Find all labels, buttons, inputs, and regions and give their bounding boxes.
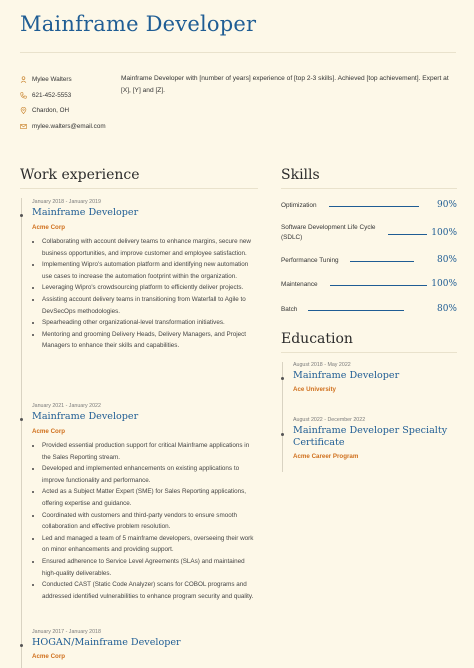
work-bullet: • Led and managed a team of 5 mainframe developers, overseeing their work on minor enhancements and providing support. (42, 533, 257, 556)
work-bullets (32, 236, 257, 352)
work-date: January 2021 - January 2022 (32, 403, 101, 409)
skill-value: 80% (436, 304, 457, 314)
skill-item (281, 303, 457, 317)
education-school: Ace University (293, 386, 336, 393)
work-bullet: • Developed and implemented enhancements on existing applications to improve functionality and performance. (42, 463, 257, 486)
education-date: August 2022 - December 2022 (293, 417, 366, 423)
skill-item (281, 223, 457, 245)
contact-location: Chardon, OH (32, 107, 70, 115)
skill-item (281, 254, 457, 268)
skill-bar (388, 234, 427, 235)
work-bullet: • Spearheading other organizational-level transformation initiatives. (42, 317, 257, 329)
skill-bar (329, 206, 419, 207)
timeline-dot (281, 433, 284, 436)
skills-divider (281, 188, 457, 189)
header-divider (20, 52, 456, 53)
person-icon (20, 76, 32, 83)
education-heading: Education (281, 331, 353, 347)
work-bullet: • Provided essential production support for critical Mainframe applications in the Sales Reporting stream. (42, 440, 257, 463)
work-title: Mainframe Developer (32, 207, 139, 218)
work-title: HOGAN/Mainframe Developer (32, 637, 181, 648)
skill-item (281, 278, 457, 292)
work-company: Acme Corp (32, 653, 66, 660)
work-title: Mainframe Developer (32, 411, 139, 422)
page-title: Mainframe Developer (20, 12, 257, 36)
skill-name: Software Development Life Cycle (SDLC) (281, 224, 376, 241)
timeline-dot (281, 377, 284, 380)
skill-value: 90% (436, 200, 457, 210)
skill-bar (330, 285, 427, 286)
work-experience-heading: Work experience (20, 167, 140, 183)
timeline-dot (20, 214, 23, 217)
contact-phone-row (20, 88, 120, 104)
skill-name: Maintenance (281, 281, 318, 288)
contact-block (20, 72, 120, 134)
contact-name-row (20, 72, 120, 88)
skill-name: Performance Tuning (281, 257, 339, 264)
skill-value: 100% (431, 279, 457, 289)
work-date: January 2017 - January 2018 (32, 629, 101, 635)
work-bullet: • Collaborating with account delivery teams to enhance margins, secure new business opportunities, and improve customer and employee satisfaction. (42, 236, 257, 259)
work-item (32, 199, 257, 352)
work-bullet: • Mentoring and grooming Delivery Heads, Delivery Managers, and Project Managers to enhance their skills and capabilities. (42, 329, 257, 352)
contact-phone[interactable]: 621-452-5553 (32, 91, 72, 99)
work-experience-divider (20, 188, 258, 189)
contact-email[interactable]: mylee.walters@email.com (32, 122, 106, 130)
skill-value: 80% (436, 255, 457, 265)
timeline-dot (20, 644, 23, 647)
work-company: Acme Corp (32, 224, 66, 231)
work-item (32, 403, 257, 602)
work-date: January 2018 - January 2019 (32, 199, 101, 205)
skill-item (281, 199, 457, 213)
education-item (293, 362, 458, 393)
skill-bar (350, 261, 414, 262)
work-bullet: • Assisting account delivery teams in transitioning from Waterfall to Agile to DevSecOps methodologies. (42, 294, 257, 317)
work-company: Acme Corp (32, 428, 66, 435)
skill-bar (308, 310, 404, 311)
skills-heading: Skills (281, 167, 320, 183)
work-bullet: • Leveraging Wipro's crowdsourcing platform to efficiently deliver projects. (42, 282, 257, 294)
contact-email-row (20, 119, 120, 135)
skill-name: Batch (281, 306, 298, 313)
work-bullet: • Conducted CAST (Static Code Analyzer) scans for COBOL programs and addressed identified vulnerabilities to enhance program security and quality. (42, 579, 257, 602)
work-bullet: • Acted as a Subject Matter Expert (SME) for Sales Reporting applications, offering expertise and guidance. (42, 486, 257, 509)
education-degree: Mainframe Developer Specialty Certificate (293, 425, 448, 448)
education-divider (281, 352, 457, 353)
phone-icon (20, 92, 32, 99)
timeline-dot (20, 418, 23, 421)
work-bullets (32, 440, 257, 602)
skill-name: Optimization (281, 202, 317, 209)
education-date: August 2018 - May 2022 (293, 362, 351, 368)
work-bullet: • Ensured adherence to Service Level Agreements (SLAs) and maintained high-quality deliverables. (42, 556, 257, 579)
location-pin-icon (20, 107, 32, 114)
education-school: Acme Career Program (293, 453, 359, 460)
education-degree: Mainframe Developer (293, 370, 400, 381)
education-item (293, 417, 458, 460)
contact-location-row (20, 103, 120, 119)
work-item (32, 629, 257, 660)
skill-value: 100% (431, 228, 457, 238)
contact-name: Mylee Walters (32, 76, 72, 84)
work-bullet: • Coordinated with customers and third-party vendors to ensure smooth collaboration and effective problem resolution. (42, 510, 257, 533)
work-timeline-line (21, 198, 22, 668)
email-icon (20, 123, 32, 130)
work-bullet: • Implementing Wipro's automation platform and identifying new automation use cases to increase the automation footprint within the organization. (42, 259, 257, 282)
summary-text: Mainframe Developer with [number of years] experience of [top 2-3 skills]. Achieved [top achievement]. Expert at [X], [Y] and [Z]. (121, 75, 449, 94)
